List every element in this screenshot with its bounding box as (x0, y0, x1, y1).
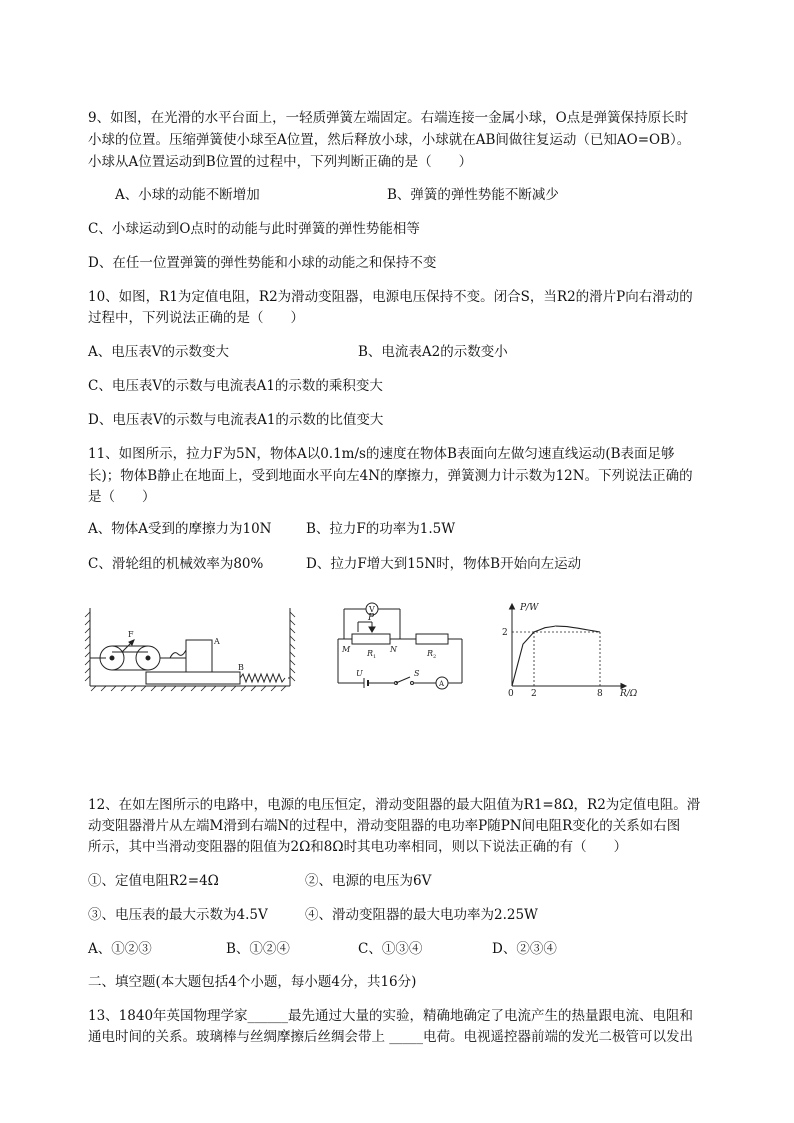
pulley-figure (82, 600, 308, 700)
pulley-label-f: F (128, 630, 134, 639)
q10-option-c: C、电压表V的示数与电流表A1的示数的乘积变大 (88, 378, 383, 394)
circuit-label-r2: R (427, 649, 434, 658)
graph-xtick-0: 0 (508, 689, 514, 698)
circuit-label-u: U (356, 669, 363, 678)
q12-option-b: B、①②④ (226, 941, 290, 957)
graph-xtick-2: 2 (531, 689, 537, 698)
q9-option-d: D、在任一位置弹簧的弹性势能和小球的动能之和保持不变 (88, 255, 437, 271)
q12-option-a: A、①②③ (88, 941, 152, 957)
q12-statement-3: ③、电压表的最大示数为4.5V (88, 907, 268, 923)
q11-option-d: D、拉力F增大到15N时，物体B开始向左运动 (306, 556, 582, 572)
q10-line-2: 过程中，下列说法正确的是（ ） (88, 310, 304, 326)
circuit-label-r1: R (367, 649, 374, 658)
circuit-label-s: S (414, 669, 420, 678)
x-axis-arrow (621, 684, 626, 689)
power-resistance-graph (498, 598, 658, 698)
q12-statement-1: ①、定值电阻R2=4Ω (88, 873, 219, 889)
graph-ytick-2: 2 (502, 628, 508, 638)
q12-option-c: C、①③④ (358, 941, 423, 957)
q13-line-2: 通电时间的关系。玻璃棒与丝绸摩擦后丝绸会带上 _____电荷。电视遥控器前端的发光二极管可以发出 (88, 1029, 694, 1045)
power-curve (512, 626, 600, 686)
q11-line-3: 是（ ） (88, 489, 156, 505)
graph-xlabel: R/Ω (620, 689, 638, 698)
circuit-label-p: P (368, 613, 375, 623)
circuit-label-n: N (390, 645, 397, 654)
q10-option-b: B、电流表A2的示数变小 (358, 344, 508, 360)
graph-xtick-8: 8 (597, 689, 603, 698)
graph-ylabel: P/W (520, 603, 539, 613)
q12-line-3: 所示，其中当滑动变阻器的阻值为2Ω和8Ω时其电功率相同，则以下说法正确的有（ ） (88, 839, 628, 855)
q9-line-3: 小球从A位置运动到B位置的过程中，下列判断正确的是（ ） (88, 154, 473, 170)
q10-option-a: A、电压表V的示数变大 (88, 344, 229, 360)
q11-line-2: 长)；物体B静止在地面上，受到地面水平向左4N的摩擦力，弹簧测力计示数为12N。下列说法正确的 (88, 468, 693, 484)
circuit-label-m: M (342, 645, 351, 654)
q9-option-b: B、弹簧的弹性势能不断减少 (387, 187, 559, 203)
q9-option-a: A、小球的动能不断增加 (115, 187, 260, 203)
q13-line-1: 13、1840年英国物理学家______最先通过大量的实验，精确地确定了电流产生的热量跟电流、电阻和 (88, 1008, 694, 1024)
circuit-label-r2-sub: 2 (433, 654, 437, 660)
section-2-title: 二、填空题(本大题包括4个小题，每小题4分，共16分) (88, 974, 417, 990)
q12-line-2: 动变阻器滑片从左端M滑到右端N的过程中，滑动变阻器的电功率P随PN间电阻R变化的关系如右图 (88, 818, 681, 834)
q11-line-1: 11、如图所示，拉力F为5N，物体A以0.1m/s的速度在物体B表面向左做匀速直线运动(B表面足够 (88, 446, 675, 462)
q12-statement-2: ②、电源的电压为6V (305, 873, 432, 889)
q12-line-1: 12、在如左图所示的电路中，电源的电压恒定，滑动变阻器的最大阻值为R1=8Ω，R2为定值电阻。滑 (88, 797, 701, 813)
q10-line-1: 10、如图，R1为定值电阻，R2为滑动变阻器，电源电压保持不变。闭合S，当R2的滑片P向右滑动的 (88, 289, 693, 305)
circuit-label-a: A (439, 680, 445, 688)
pulley-label-b: B (238, 663, 244, 672)
q12-statement-4: ④、滑动变阻器的最大电功率为2.25W (305, 907, 538, 923)
circuit-label-r1-sub: 1 (373, 654, 377, 660)
q9-line-2: 小球的位置。压缩弹簧使小球至A位置，然后释放小球，小球就在AB间做往复运动（已知AO=OB）。 (88, 132, 691, 148)
q9-line-1: 9、如图，在光滑的水平台面上，一轻质弹簧左端固定。右端连接一金属小球，O点是弹簧保持原长时 (88, 110, 689, 126)
pulley-label-a: A (214, 637, 220, 646)
q11-option-b: B、拉力F的功率为1.5W (306, 521, 456, 537)
q11-option-a: A、物体A受到的摩擦力为10N (88, 521, 272, 537)
q12-option-d: D、②③④ (492, 941, 557, 957)
q11-option-c: C、滑轮组的机械效率为80% (88, 556, 264, 572)
y-axis-arrow (510, 604, 515, 609)
q10-option-d: D、电压表V的示数与电流表A1的示数的比值变大 (88, 412, 384, 428)
circuit-figure (334, 600, 469, 695)
circuit-label-v: V (369, 605, 375, 614)
q9-option-c: C、小球运动到O点时的动能与此时弹簧的弹性势能相等 (88, 221, 420, 237)
